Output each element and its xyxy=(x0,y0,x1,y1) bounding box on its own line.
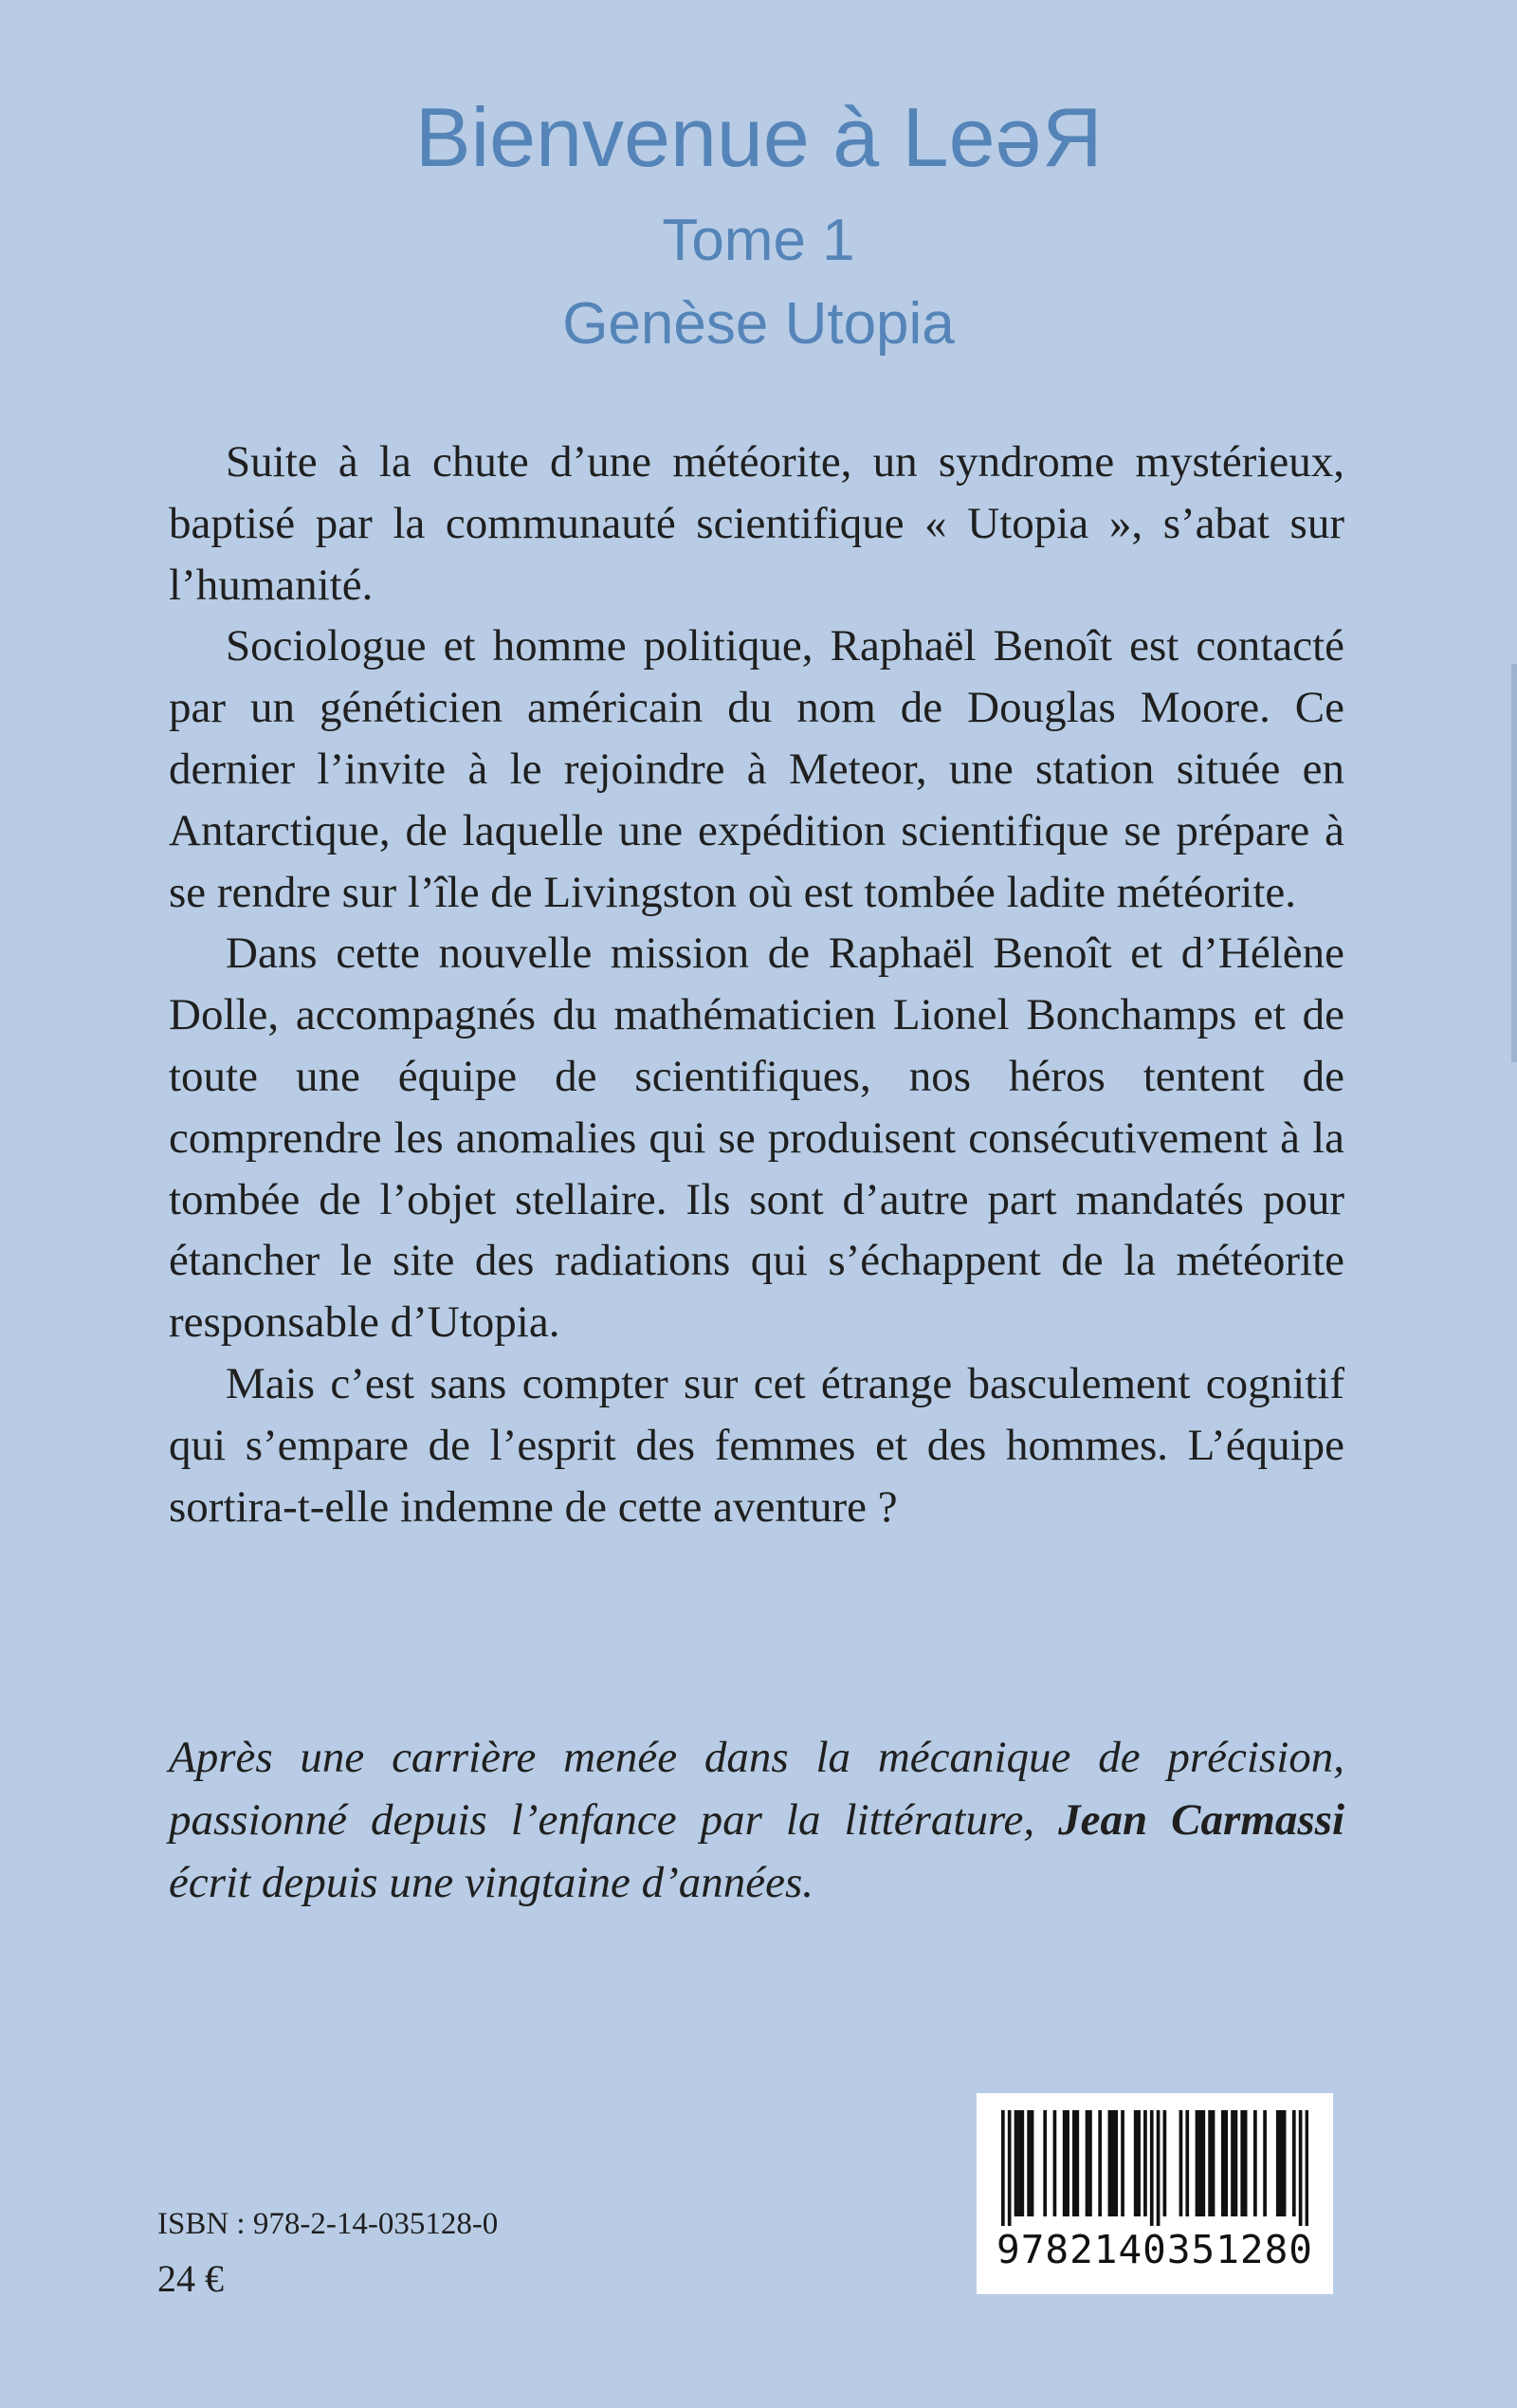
barcode-bar xyxy=(1008,2110,1012,2226)
barcode-bar xyxy=(1240,2110,1244,2216)
book-subtitle: Genèse Utopia xyxy=(562,291,955,357)
barcode-bar xyxy=(1283,2110,1287,2216)
book-title-reversed-letter: R xyxy=(1041,90,1103,184)
barcode-bar xyxy=(1001,2110,1005,2226)
barcode-bar xyxy=(1086,2110,1089,2216)
barcode-bar xyxy=(1263,2110,1267,2216)
book-title-schwa: ə xyxy=(995,90,1042,184)
edge-shadow xyxy=(1511,664,1517,1062)
barcode-bar xyxy=(1017,2110,1021,2216)
barcode-bar xyxy=(1014,2110,1018,2216)
barcode-bar xyxy=(1088,2110,1092,2216)
barcode-bar xyxy=(1212,2110,1215,2216)
blurb-paragraph: Sociologue et homme politique, Raphaël Benoît est contacté par un généticien américain du nom de Douglas Moore. Ce dernier l’invite à le rejoindre à Meteor, une station située en Antarctique, de laquelle une expédition scientifique se prépare à se rendre sur l’île de Livingston où est tombée ladite météorite. xyxy=(169,621,1344,917)
barcode xyxy=(977,2093,1333,2294)
blurb-paragraph: Suite à la chute d’une météorite, un syndrome mystérieux, baptisé par la communauté scientifique « Utopia », s’abat sur l’humanité. xyxy=(169,437,1344,610)
barcode-bar xyxy=(1150,2110,1154,2226)
barcode-bar xyxy=(1020,2110,1024,2216)
barcode-bar xyxy=(1066,2110,1069,2216)
isbn-label: ISBN : 978-2-14-035128-0 xyxy=(157,2207,499,2241)
barcode-bar xyxy=(1121,2110,1124,2216)
price-label: 24 € xyxy=(157,2257,224,2300)
blurb-paragraph: Mais c’est sans compter sur cet étrange basculement cognitif qui s’empare de l’esprit des femmes et des hommes. L’équipe sortira-t-elle indemne de cette aventure ? xyxy=(169,1358,1344,1532)
barcode-bar xyxy=(1196,2110,1199,2216)
barcode-bar xyxy=(1137,2110,1141,2216)
barcode-bar xyxy=(1134,2110,1138,2216)
barcode-digits: 9782140351280 xyxy=(996,2227,1313,2272)
barcode-bar xyxy=(1201,2110,1205,2216)
barcode-bar xyxy=(1253,2110,1257,2216)
barcode-bar xyxy=(1276,2110,1280,2216)
title-block xyxy=(0,85,1517,366)
barcode-bar xyxy=(1299,2110,1303,2226)
barcode-bar xyxy=(1111,2110,1115,2216)
barcode-bar xyxy=(1306,2110,1308,2226)
barcode-bars xyxy=(1001,2110,1308,2226)
barcode-bar xyxy=(1114,2110,1118,2216)
barcode-bar xyxy=(1043,2110,1047,2216)
barcode-bar xyxy=(1179,2110,1183,2216)
blurb xyxy=(169,432,1344,1537)
barcode-bar xyxy=(1224,2110,1228,2216)
barcode-bar xyxy=(1053,2110,1057,2216)
barcode-bar xyxy=(1185,2110,1189,2216)
barcode-bar xyxy=(1231,2110,1234,2216)
barcode-bar xyxy=(1163,2110,1167,2216)
author-bio-text-start: Après une carrière menée dans la mécanique de précision, passionné depuis l’enfance par la littérature, xyxy=(169,1733,1344,1845)
barcode-bar xyxy=(1143,2110,1147,2216)
barcode-bar xyxy=(1063,2110,1067,2216)
barcode-bar xyxy=(1279,2110,1283,2216)
blurb-paragraph: Dans cette nouvelle mission de Raphaël Benoît et d’Hélène Dolle, accompagnés du mathématicien Lionel Bonchamps et de toute une équipe de scientifiques, nos héros tentent de comprendre les anomalies qui se produisent consécutivement à la tombée de l’objet stellaire. Ils sont d’autre part mandatés pour étancher le site des radiations qui s’échappent de la météorite responsable d’Utopia. xyxy=(169,928,1344,1348)
book-title xyxy=(0,85,1517,190)
barcode-bar xyxy=(1108,2110,1112,2216)
barcode-bar xyxy=(1031,2110,1034,2216)
author-bio-text-end: écrit depuis une vingtaine d’années. xyxy=(169,1858,814,1907)
barcode-bar xyxy=(1072,2110,1076,2216)
barcode-bar xyxy=(1157,2110,1161,2226)
author-name: Jean Carmassi xyxy=(1058,1795,1344,1845)
barcode-bar xyxy=(1075,2110,1079,2216)
barcode-bar xyxy=(1198,2110,1202,2216)
book-title-prefix: Bienvenue à Le xyxy=(414,90,996,184)
tome-label: Tome 1 xyxy=(662,208,855,273)
barcode-bar xyxy=(1292,2110,1296,2216)
barcode-bar xyxy=(1234,2110,1238,2216)
barcode-bar xyxy=(1027,2110,1031,2216)
barcode-bar xyxy=(1221,2110,1225,2216)
author-bio xyxy=(169,1726,1344,1914)
barcode-bar xyxy=(1098,2110,1102,2216)
barcode-bar xyxy=(1208,2110,1212,2216)
barcode-bar xyxy=(1244,2110,1248,2216)
